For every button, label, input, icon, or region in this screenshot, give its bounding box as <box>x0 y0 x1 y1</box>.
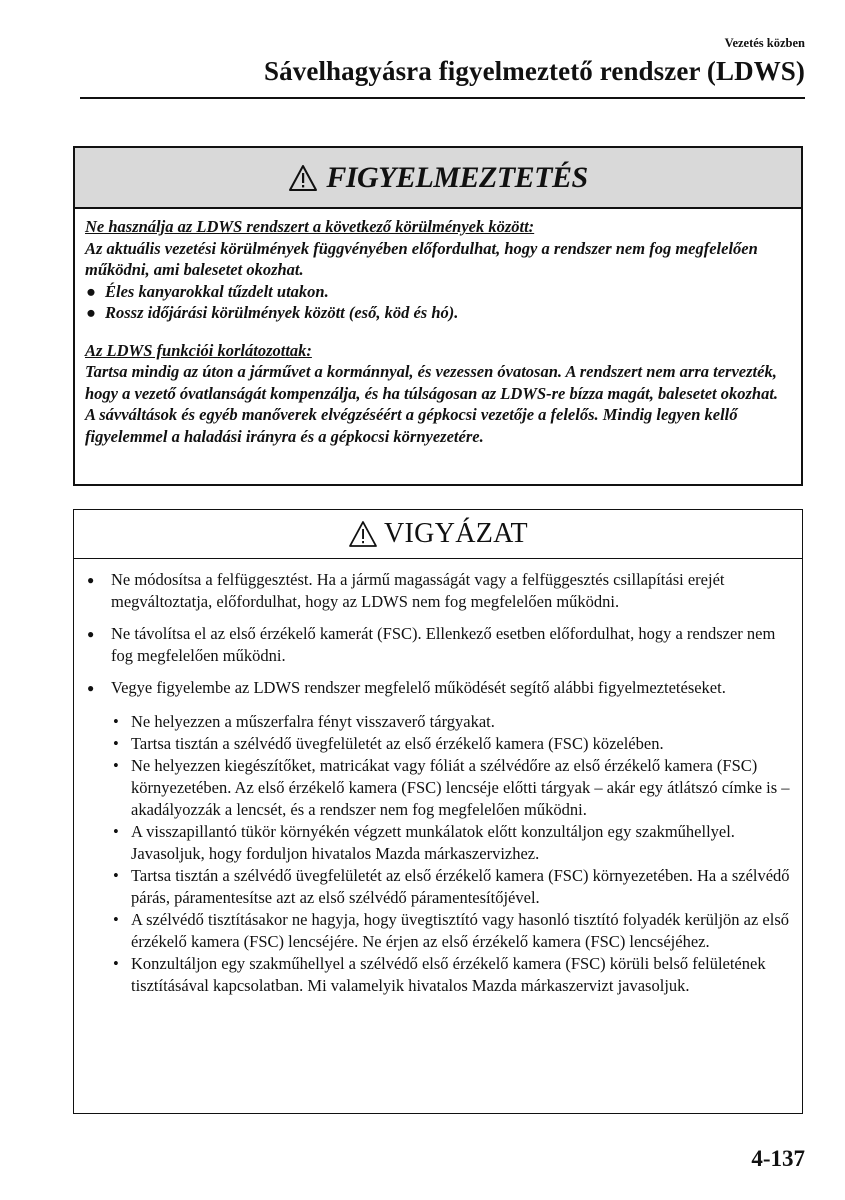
sub-bullet-icon: • <box>113 822 119 841</box>
caution-body <box>74 559 802 997</box>
list-item <box>86 569 790 613</box>
list-item <box>85 281 791 303</box>
caution-title: VIGYÁZAT <box>384 518 528 549</box>
caution-title-bar <box>74 510 802 559</box>
bullet-icon: ● <box>86 281 96 301</box>
bullet-icon: ● <box>87 681 95 695</box>
sub-list-item <box>111 711 790 733</box>
list-item-text: Rossz időjárási körülmények között (eső, köd és hó). <box>105 303 459 322</box>
caution-box <box>73 509 803 1114</box>
sub-list-item <box>111 865 790 909</box>
caution-list <box>86 569 790 997</box>
warning-bullet-list <box>85 281 791 324</box>
warning-paragraph-limited: Tartsa mindig az úton a járművet a kormánnyal, és vezessen óvatosan. A rendszert nem arra tervezték, hogy a vezető óvatlanságát kompenzálja, és ha túlságosan az LDWS-re bízza magát, balesetet okozhat. A sávváltások és egyéb manőverek elvégzéséért a gépkocsi vezetője a felelős. Mindig legyen kellő figyelemmel a haladási irányra és a gépkocsi környezetére. <box>85 362 779 446</box>
list-item-text: A szélvédő tisztításakor ne hagyja, hogy üvegtisztító vagy hasonló tisztító folyadék kerüljön az első érzékelő kamera (FSC) lencséjére. Ne érjen az első érzékelő kamera (FSC) lencséjéhez. <box>131 910 790 951</box>
sub-list-item <box>111 953 790 997</box>
sub-bullet-icon: • <box>113 756 119 775</box>
list-item-text: A visszapillantó tükör környékén végzett munkálatok előtt konzultáljon egy szakműhellyel. Javasoljuk, hogy forduljon hivatalos Mazda márkaszervizhez. <box>131 822 735 863</box>
warning-body <box>75 209 801 447</box>
sub-bullet-icon: • <box>113 866 119 885</box>
bullet-icon: ● <box>87 573 95 587</box>
sub-list-item <box>111 909 790 953</box>
list-item-text: Ne helyezzen a műszerfalra fényt visszaverő tárgyakat. <box>131 712 495 731</box>
warning-triangle-icon <box>288 164 318 192</box>
list-item-text: Ne távolítsa el az első érzékelő kamerát (FSC). Ellenkező esetben előfordulhat, hogy a rendszer nem fog megfelelően működni. <box>111 624 776 665</box>
sub-list-item <box>111 733 790 755</box>
warning-title-bar <box>75 148 801 209</box>
warning-box <box>73 146 803 486</box>
section-label: Vezetés közben <box>724 36 805 50</box>
list-item-text: Tartsa tisztán a szélvédő üvegfelületét az első érzékelő kamera (FSC) környezetében. Ha a szélvédő párás, páramentesítse azt az első szélvédő páramentesítőjével. <box>131 866 790 907</box>
sub-list-item <box>111 755 790 821</box>
sub-bullet-icon: • <box>113 712 119 731</box>
warning-heading-usage: Ne használja az LDWS rendszert a következő körülmények között: <box>85 217 535 236</box>
warning-title: FIGYELMEZTETÉS <box>326 160 588 194</box>
list-item-text: Tartsa tisztán a szélvédő üvegfelületét az első érzékelő kamera (FSC) közelében. <box>131 734 664 753</box>
page-title: Sávelhagyásra figyelmeztető rendszer (LDWS) <box>264 56 805 86</box>
list-item-text: Ne módosítsa a felfüggesztést. Ha a jármű magasságát vagy a felfüggesztés csillapítási erejét megváltoztatja, előfordulhat, hogy az LDWS nem fog megfelelően működni. <box>111 570 725 611</box>
page-number: 4-137 <box>751 1146 805 1171</box>
list-item-text: Éles kanyarokkal tűzdelt utakon. <box>105 281 329 301</box>
list-item-text: Konzultáljon egy szakműhellyel a szélvédő első érzékelő kamera (FSC) körüli belső felületének tisztításával kapcsolatban. Mi valamelyik hivatalos Mazda márkaszervizt javasoljuk. <box>131 954 766 995</box>
sub-list-item <box>111 821 790 865</box>
header-divider <box>80 97 805 99</box>
sub-bullet-icon: • <box>113 910 119 929</box>
warning-paragraph-conditions: Az aktuális vezetési körülmények függvényében előfordulhat, hogy a rendszer nem fog megfelelően működni, ami balesetet okozhat. <box>85 238 758 279</box>
warning-heading-limited: Az LDWS funkciói korlátozottak: <box>85 340 312 360</box>
bullet-icon: ● <box>87 627 95 641</box>
list-item <box>86 677 790 997</box>
list-item <box>86 623 790 667</box>
list-item-text: Vegye figyelembe az LDWS rendszer megfelelő működését segítő alábbi figyelmeztetéseket. <box>111 678 726 697</box>
list-item <box>85 302 791 324</box>
sub-bullet-icon: • <box>113 954 119 973</box>
sub-bullet-icon: • <box>113 734 119 753</box>
warning-triangle-icon <box>348 520 378 548</box>
bullet-icon: ● <box>86 303 96 322</box>
list-item-text: Ne helyezzen kiegészítőket, matricákat vagy fóliát a szélvédőre az első érzékelő kamera (FSC) környezetében. Az első érzékelő kamera (FSC) lencséje előtti tárgyak – akár egy átlátszó címke is – akadályozzák a lencsét, és a rendszer nem fog megfelelően működni. <box>131 756 790 819</box>
caution-sub-list <box>111 711 790 997</box>
